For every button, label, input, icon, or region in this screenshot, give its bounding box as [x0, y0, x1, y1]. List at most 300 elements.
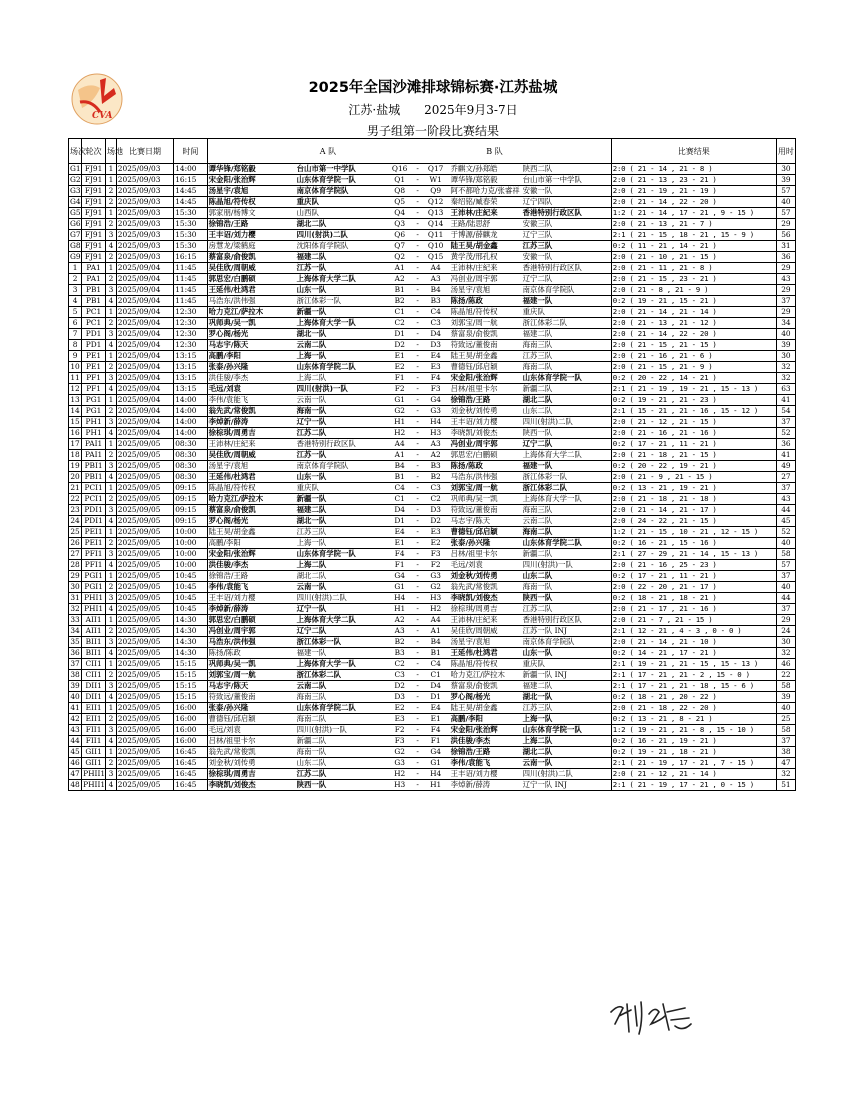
- cell-date: 2025/09/04: [116, 340, 173, 351]
- seed-a: A2: [394, 274, 405, 283]
- cell-date: 2025/09/04: [116, 417, 173, 428]
- cell-time: 13:15: [174, 351, 207, 362]
- seed-b: H3: [430, 428, 442, 437]
- cell-date: 2025/09/03: [116, 164, 173, 175]
- cell-match: 47: [70, 769, 80, 778]
- event-info: [0, 101, 866, 118]
- team-b-players: 李晓凯/刘俊杰: [450, 428, 498, 437]
- col-court: 场地: [106, 139, 117, 164]
- cell-duration: 29: [776, 615, 795, 626]
- seed-b: H4: [430, 769, 442, 778]
- cell-time: 16:00: [174, 736, 207, 747]
- team-b-players: 徐锦浩/王路: [450, 747, 491, 756]
- team-a-club: 香港特别行政区队: [296, 439, 356, 448]
- table-row: [69, 164, 796, 175]
- cell-duration: 30: [776, 351, 795, 362]
- seed-a: Q7: [394, 241, 406, 250]
- cell-date: 2025/09/03: [116, 197, 173, 208]
- team-a-players: 吴佳欣/周朝威: [208, 450, 256, 459]
- cell-court: 2: [106, 582, 117, 593]
- team-b-players: 陈晶旭/符传权: [450, 659, 498, 668]
- cell-round: PE1: [82, 362, 106, 373]
- cell-duration: 54: [776, 406, 795, 417]
- cell-match: 22: [70, 494, 80, 503]
- cell-time: 08:30: [174, 461, 207, 472]
- cell-court: 2: [106, 626, 117, 637]
- table-row: [69, 252, 796, 263]
- seed-a: F1: [394, 560, 405, 569]
- cell-matchup: [207, 472, 611, 483]
- seed-a: E3: [394, 714, 405, 723]
- cell-matchup: [207, 219, 611, 230]
- cell-time: 15:30: [174, 230, 207, 241]
- cell-matchup: [207, 725, 611, 736]
- cell-round: FJ91: [82, 186, 106, 197]
- cell-round: CII1: [82, 659, 106, 670]
- cell-court: 3: [106, 461, 117, 472]
- table-row: [69, 186, 796, 197]
- seed-a: Q3: [394, 219, 406, 228]
- cell-result: 2:0 ( 21 - 13 , 21 - 12 ): [611, 318, 776, 329]
- table-row: [69, 681, 796, 692]
- team-b-players: 曹德钰/邱启颖: [450, 527, 498, 536]
- seed-b: C4: [430, 659, 441, 668]
- cell-round: AII1: [82, 615, 106, 626]
- seed-b: F2: [430, 560, 441, 569]
- cell-date: 2025/09/05: [116, 747, 173, 758]
- cell-date: 2025/09/05: [116, 549, 173, 560]
- cell-court: 2: [106, 406, 117, 417]
- seed-a: C1: [394, 307, 405, 316]
- seed-separator: -: [416, 505, 419, 514]
- seed-a: Q6: [394, 230, 406, 239]
- cell-match: 25: [70, 527, 80, 536]
- cell-matchup: [207, 681, 611, 692]
- team-a-club: 山西队: [296, 208, 319, 217]
- seed-a: D2: [394, 340, 405, 349]
- seed-a: F3: [394, 736, 405, 745]
- seed-b: D3: [430, 505, 441, 514]
- cell-time: 16:45: [174, 747, 207, 758]
- cell-time: 09:15: [174, 483, 207, 494]
- seed-separator: -: [416, 626, 419, 635]
- cell-match: 46: [70, 758, 80, 767]
- team-a-players: 汤星宇/袁旭: [208, 186, 249, 195]
- cell-result: 2:0 ( 21 - 14 , 21 - 17 ): [611, 505, 776, 516]
- team-a-players: 李伟/袁能飞: [208, 395, 249, 404]
- team-a-club: 湖北二队: [296, 219, 327, 228]
- cell-court: 2: [106, 758, 117, 769]
- cell-result: 2:0 ( 21 - 9 , 21 - 15 ): [611, 472, 776, 483]
- seed-a: D1: [394, 329, 405, 338]
- seed-b: G4: [430, 395, 441, 404]
- team-b-players: 符致远/董俊南: [450, 505, 498, 514]
- seed-a: G4: [394, 571, 405, 580]
- seed-b: H1: [430, 780, 442, 789]
- cell-date: 2025/09/05: [116, 472, 173, 483]
- cell-court: 2: [106, 318, 117, 329]
- seed-a: E2: [394, 362, 405, 371]
- seed-separator: -: [416, 582, 419, 591]
- team-b-club: 安徽一队: [522, 252, 553, 261]
- team-b-players: 蔡富泉/俞俊凯: [450, 681, 498, 690]
- seed-separator: -: [416, 703, 419, 712]
- team-b-players: 李晓凯/刘俊杰: [450, 593, 498, 602]
- cell-court: 1: [106, 747, 117, 758]
- cell-match: 7: [69, 329, 82, 340]
- cell-court: 1: [106, 351, 117, 362]
- col-team-a: A 队: [319, 146, 337, 156]
- cell-date: 2025/09/05: [116, 714, 173, 725]
- team-b-club: 江苏二队: [522, 604, 553, 613]
- team-b-club: 香港特别行政区队: [522, 208, 582, 217]
- seed-b: C2: [430, 494, 441, 503]
- seed-a: G1: [394, 395, 405, 404]
- seed-b: A4: [430, 615, 441, 624]
- cell-time: 15:15: [174, 659, 207, 670]
- cell-match: 30: [70, 582, 80, 591]
- seed-a: D4: [394, 505, 405, 514]
- team-b-club: 山东体育学院一队: [522, 373, 582, 382]
- cell-court: 4: [106, 472, 117, 483]
- table-row: [69, 362, 796, 373]
- cell-date: 2025/09/04: [116, 307, 173, 318]
- cell-time: 08:30: [174, 450, 207, 461]
- team-b-players: 陆王昊/胡金鑫: [450, 241, 498, 250]
- team-a-club: 海南三队: [296, 692, 327, 701]
- cell-match: 19: [70, 461, 80, 470]
- cell-result: 2:0 ( 21 - 16 , 21 - 6 ): [611, 351, 776, 362]
- seed-b: A2: [430, 450, 441, 459]
- team-b-players: 王丰诏/刘力樱: [450, 417, 498, 426]
- team-b-players: 罗心阁/杨光: [450, 692, 491, 701]
- seed-separator: -: [416, 318, 419, 327]
- cell-duration: 39: [776, 175, 795, 186]
- seed-a: H4: [394, 593, 406, 602]
- seed-separator: -: [416, 164, 419, 173]
- team-a-players: 翁先武/常俊凯: [208, 406, 256, 415]
- table-row: [69, 285, 796, 296]
- cell-match: 33: [70, 615, 80, 624]
- cell-result: 2:1 ( 21 - 15 , 18 - 21 , 15 - 9 ): [611, 230, 776, 241]
- cell-duration: 40: [776, 582, 795, 593]
- team-b-players: 宋金阳/张治辉: [450, 725, 498, 734]
- team-b-club: 上海二队: [522, 736, 553, 745]
- cell-matchup: [207, 461, 611, 472]
- team-a-players: 蔡富泉/俞俊凯: [208, 505, 256, 514]
- team-b-players: 吴佳欣/周朝威: [450, 626, 498, 635]
- cell-matchup: [207, 340, 611, 351]
- cell-round: PB1: [82, 285, 106, 296]
- seed-a: G3: [394, 758, 405, 767]
- cell-result: 0:2 ( 17 - 21 , 11 - 21 ): [611, 571, 776, 582]
- cell-round: FJ91: [82, 241, 106, 252]
- cell-date: 2025/09/04: [116, 406, 173, 417]
- cell-time: 14:00: [174, 395, 207, 406]
- cell-match: 36: [70, 648, 80, 657]
- cell-round: PHI1: [82, 593, 106, 604]
- seed-a: Q8: [394, 186, 406, 195]
- cell-match: 28: [70, 560, 80, 569]
- team-b-club: 陕西一队: [522, 428, 553, 437]
- seed-a: C4: [394, 483, 405, 492]
- table-row: [69, 769, 796, 780]
- seed-b: D4: [430, 329, 441, 338]
- cell-match: 18: [70, 450, 80, 459]
- seed-b: Q17: [427, 164, 444, 173]
- team-b-players: 吕林/祖里卡尔: [450, 549, 498, 558]
- seed-b: B3: [430, 461, 441, 470]
- cell-matchup: [207, 615, 611, 626]
- cell-date: 2025/09/03: [116, 208, 173, 219]
- cell-round: PH1: [82, 428, 106, 439]
- cell-matchup: [207, 648, 611, 659]
- cell-matchup: [207, 274, 611, 285]
- cell-match: 32: [70, 604, 80, 613]
- seed-b: G2: [430, 582, 441, 591]
- cell-duration: 29: [776, 263, 795, 274]
- cell-result: 0:2 ( 20 - 22 , 19 - 21 ): [611, 461, 776, 472]
- table-row: [69, 670, 796, 681]
- team-b-players: 王沛林/庄紀来: [450, 263, 498, 272]
- cell-time: 14:30: [174, 648, 207, 659]
- cell-match: G2: [70, 175, 81, 184]
- cell-court: 4: [106, 384, 117, 395]
- team-b-players: 刘金秋/刘传勇: [450, 571, 498, 580]
- cell-date: 2025/09/04: [116, 318, 173, 329]
- cell-round: FJ91: [82, 208, 106, 219]
- cell-result: 2:1 ( 17 - 21 , 21 - 2 , 15 - 0 ): [611, 670, 776, 681]
- cell-court: 2: [106, 252, 117, 263]
- team-b-players: 马志宇/陈天: [450, 516, 491, 525]
- cell-court: 1: [106, 571, 117, 582]
- cell-result: 2:0 ( 21 - 14 , 21 - 8 ): [611, 164, 776, 175]
- cell-court: 2: [106, 219, 117, 230]
- cell-result: 0:2 ( 19 - 21 , 15 - 21 ): [611, 296, 776, 307]
- seed-b: Q10: [427, 241, 444, 250]
- cell-round: PCI1: [82, 494, 106, 505]
- seed-separator: -: [416, 197, 419, 206]
- cell-matchup: [207, 747, 611, 758]
- seed-separator: -: [416, 384, 419, 393]
- cell-round: PD1: [82, 329, 106, 340]
- team-a-players: 马浩东/洪伟强: [208, 296, 256, 305]
- cell-date: 2025/09/05: [116, 494, 173, 505]
- cell-round: PE1: [82, 351, 106, 362]
- cell-time: 16:00: [174, 725, 207, 736]
- team-a-players: 陆王昊/胡金鑫: [208, 527, 256, 536]
- cell-round: PCI1: [82, 483, 106, 494]
- team-a-club: 四川(射洪)二队: [296, 593, 347, 602]
- seed-separator: -: [416, 780, 419, 789]
- team-b-club: 山东一队: [522, 648, 553, 657]
- cell-match: 10: [70, 362, 80, 371]
- team-b-players: 刘郭宝/周一航: [450, 318, 498, 327]
- team-b-players: 洪佳骏/李杰: [450, 736, 491, 745]
- cell-matchup: [207, 780, 611, 791]
- cell-result: 2:0 ( 21 - 13 , 21 - 7 ): [611, 219, 776, 230]
- cell-date: 2025/09/03: [116, 175, 173, 186]
- cell-matchup: [207, 417, 611, 428]
- seed-separator: -: [416, 175, 419, 184]
- team-a-club: 辽宁二队: [296, 626, 327, 635]
- seed-a: D3: [394, 692, 405, 701]
- team-b-club: 新疆一队 INJ: [522, 670, 567, 679]
- cell-date: 2025/09/05: [116, 560, 173, 571]
- cell-court: 2: [106, 450, 117, 461]
- cell-duration: 30: [776, 164, 795, 175]
- team-b-club: 福建一队: [522, 296, 553, 305]
- cell-match: 26: [70, 538, 80, 547]
- table-row: [69, 384, 796, 395]
- cell-time: 11:45: [174, 296, 207, 307]
- cell-duration: 32: [776, 769, 795, 780]
- cell-matchup: [207, 505, 611, 516]
- seed-separator: -: [416, 747, 419, 756]
- cell-duration: 40: [776, 538, 795, 549]
- seed-separator: -: [416, 538, 419, 547]
- seed-b: Q12: [427, 197, 444, 206]
- cell-match: 24: [70, 516, 80, 525]
- team-b-players: 毛远/刘袁: [450, 560, 483, 569]
- cell-match: 43: [70, 725, 80, 734]
- table-row: [69, 395, 796, 406]
- cell-time: 09:15: [174, 505, 207, 516]
- team-b-club: 山东二队: [522, 571, 553, 580]
- team-b-club: 辽宁四队: [522, 197, 553, 206]
- team-b-club: 江苏一队 INJ: [522, 626, 567, 635]
- cell-match: G1: [70, 164, 81, 173]
- team-b-club: 香港特别行政区队: [522, 263, 582, 272]
- cell-court: 1: [106, 483, 117, 494]
- cell-court: 1: [106, 703, 117, 714]
- team-b-club: 湖北二队: [522, 395, 553, 404]
- cell-duration: 44: [776, 505, 795, 516]
- team-a-club: 江苏二队: [296, 428, 327, 437]
- team-a-club: 江苏一队: [296, 263, 327, 272]
- team-a-club: 福建一队: [296, 648, 327, 657]
- cell-match: 34: [70, 626, 80, 635]
- team-b-players: 汤星宇/袁旭: [450, 285, 491, 294]
- cell-duration: 43: [776, 274, 795, 285]
- table-row: [69, 747, 796, 758]
- team-a-club: 云南二队: [296, 340, 327, 349]
- seed-b: H3: [430, 593, 442, 602]
- cell-round: FJ91: [82, 197, 106, 208]
- cell-matchup: [207, 670, 611, 681]
- cell-matchup: [207, 714, 611, 725]
- cell-matchup: [207, 703, 611, 714]
- team-b-players: 陈扬/陈政: [450, 296, 483, 305]
- cell-round: EII1: [82, 714, 106, 725]
- seed-separator: -: [416, 560, 419, 569]
- team-b-players: 黄学茂/邢孔权: [450, 252, 498, 261]
- cell-date: 2025/09/05: [116, 516, 173, 527]
- team-b-club: 上海体育大学二队: [522, 450, 582, 459]
- cell-date: 2025/09/03: [116, 186, 173, 197]
- logo-text: CVA: [92, 111, 113, 121]
- team-a-players: 罗心阁/杨光: [208, 329, 249, 338]
- team-a-club: 湖北一队: [296, 516, 327, 525]
- team-a-club: 上海一队: [296, 351, 327, 360]
- cell-round: PAI1: [82, 439, 106, 450]
- cell-match: 29: [70, 571, 80, 580]
- seed-separator: -: [416, 362, 419, 371]
- team-a-club: 辽宁一队: [296, 417, 327, 426]
- cell-result: 2:0 ( 21 - 15 , 23 - 21 ): [611, 274, 776, 285]
- team-a-players: 徐锦浩/王路: [208, 571, 249, 580]
- seed-separator: -: [416, 571, 419, 580]
- cell-date: 2025/09/05: [116, 439, 173, 450]
- cell-court: 3: [106, 769, 117, 780]
- cell-court: 4: [106, 428, 117, 439]
- table-row: [69, 428, 796, 439]
- table-row: [69, 406, 796, 417]
- cell-court: 2: [106, 494, 117, 505]
- table-row: [69, 527, 796, 538]
- cell-matchup: [207, 758, 611, 769]
- col-duration: 用时: [776, 139, 795, 164]
- page-title: 2025年全国沙滩排球锦标赛·江苏盐城: [308, 80, 558, 96]
- cell-time: 11:45: [174, 274, 207, 285]
- team-a-players: 郭家朋/杨博文: [208, 208, 256, 217]
- team-a-players: 郭思宏/白鹏硕: [208, 615, 256, 624]
- cell-result: 2:0 ( 21 - 16 , 25 - 23 ): [611, 560, 776, 571]
- seed-separator: -: [416, 659, 419, 668]
- results-table: [68, 138, 796, 791]
- cell-result: 2:0 ( 21 - 12 , 21 - 14 ): [611, 769, 776, 780]
- cell-result: 2:0 ( 21 - 10 , 21 - 15 ): [611, 252, 776, 263]
- cell-round: BII1: [82, 648, 106, 659]
- cell-matchup: [207, 428, 611, 439]
- seed-separator: -: [416, 604, 419, 613]
- cell-duration: 32: [776, 373, 795, 384]
- cell-duration: 63: [776, 384, 795, 395]
- team-b-players: 吕林/祖里卡尔: [450, 384, 498, 393]
- cell-round: FJ91: [82, 219, 106, 230]
- cell-duration: 38: [776, 747, 795, 758]
- cell-result: 2:0 ( 21 - 14 , 22 - 20 ): [611, 197, 776, 208]
- seed-b: E3: [430, 362, 441, 371]
- team-b-club: 湖北二队: [522, 747, 553, 756]
- cell-round: DII1: [82, 681, 106, 692]
- cell-court: 2: [106, 274, 117, 285]
- team-b-players: 于博源/薛麒龙: [450, 230, 498, 239]
- team-a-club: 浙江体彩二队: [296, 670, 342, 679]
- team-b-club: 山东体育学院二队: [522, 538, 582, 547]
- cell-matchup: [207, 736, 611, 747]
- cell-matchup: [207, 450, 611, 461]
- cell-court: 4: [106, 736, 117, 747]
- cell-result: 2:0 ( 21 - 8 , 21 - 9 ): [611, 285, 776, 296]
- cell-matchup: [207, 296, 611, 307]
- seed-b: Q11: [427, 230, 444, 239]
- cell-round: PC1: [82, 307, 106, 318]
- seed-a: B1: [394, 285, 405, 294]
- team-b-players: 秦绍铭/臧春荣: [450, 197, 498, 206]
- team-b-players: 王沛林/庄紀来: [450, 208, 498, 217]
- team-b-club: 福建二队: [522, 329, 553, 338]
- table-row: [69, 450, 796, 461]
- team-a-players: 洪佳骏/李杰: [208, 560, 249, 569]
- team-a-players: 陈晶旭/符传权: [208, 197, 256, 206]
- cell-round: GII1: [82, 747, 106, 758]
- team-a-club: 陕西一队: [296, 780, 327, 789]
- cell-time: 12:30: [174, 340, 207, 351]
- seed-separator: -: [416, 230, 419, 239]
- cell-time: 10:45: [174, 582, 207, 593]
- cell-result: 0:2 ( 13 - 21 , 8 - 21 ): [611, 714, 776, 725]
